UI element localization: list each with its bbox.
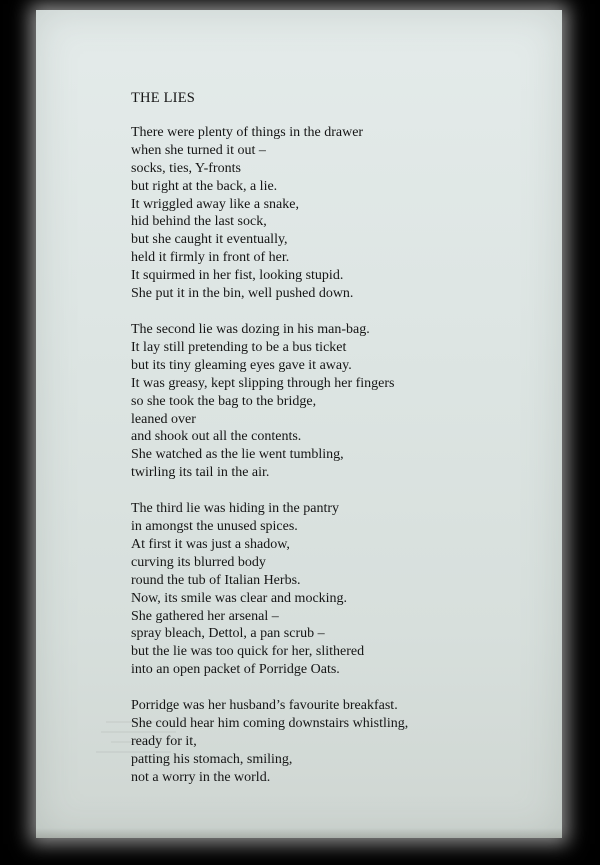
poem-line: She put it in the bin, well pushed down. [131,286,354,302]
poem-title: THE LIES [131,90,196,106]
poem-line: Now, its smile was clear and mocking. [131,590,348,606]
poem-line: but the lie was too quick for her, slithered [131,644,365,660]
poem-line: There were plenty of things in the drawer [131,124,364,140]
poem-line: patting his stomach, smiling, [131,751,293,767]
poem-stanza [131,321,551,482]
poem-line: Porridge was her husband’s favourite breakfast. [131,698,398,714]
poem-line: but its tiny gleaming eyes gave it away. [131,357,352,373]
poem-line: At first it was just a shadow, [131,536,290,552]
poem-line: held it firmly in front of her. [131,250,290,266]
poem-stanza [131,500,551,679]
poem-line: leaned over [131,411,196,427]
poem-line: It lay still pretending to be a bus ticket [131,339,347,355]
poem-line: It wriggled away like a snake, [131,196,299,212]
poem-line: round the tub of Italian Herbs. [131,572,301,588]
poem-line: twirling its tail in the air. [131,465,270,481]
poem-line: but right at the back, a lie. [131,178,278,194]
poem-line: but she caught it eventually, [131,232,288,248]
poem-line: It was greasy, kept slipping through her fingers [131,375,395,391]
poem-line: The third lie was hiding in the pantry [131,501,340,517]
poem-line: so she took the bag to the bridge, [131,393,317,409]
poem-line: She gathered her arsenal – [131,608,279,624]
poem-line: curving its blurred body [131,554,266,570]
poem-line: not a worry in the world. [131,769,271,785]
poem-line: spray bleach, Dettol, a pan scrub – [131,626,325,642]
poem-line: when she turned it out – [131,142,266,158]
poem-line: and shook out all the contents. [131,429,302,445]
poem-line: into an open packet of Porridge Oats. [131,662,340,678]
poem-line: hid behind the last sock, [131,214,267,230]
poem-line: She watched as the lie went tumbling, [131,447,344,463]
paper-sheet [36,10,562,838]
poem-line: It squirmed in her fist, looking stupid. [131,268,344,284]
poem-line: in amongst the unused spices. [131,519,298,535]
poem-stanza [131,124,551,303]
poem-body [131,124,551,787]
poem-line: She could hear him coming downstairs whistling, [131,716,409,732]
poem-line: The second lie was dozing in his man-bag. [131,321,370,337]
poem-stanza [131,697,551,787]
poem-line: ready for it, [131,734,197,749]
poem [131,90,551,805]
poem-line: socks, ties, Y-fronts [131,160,241,176]
